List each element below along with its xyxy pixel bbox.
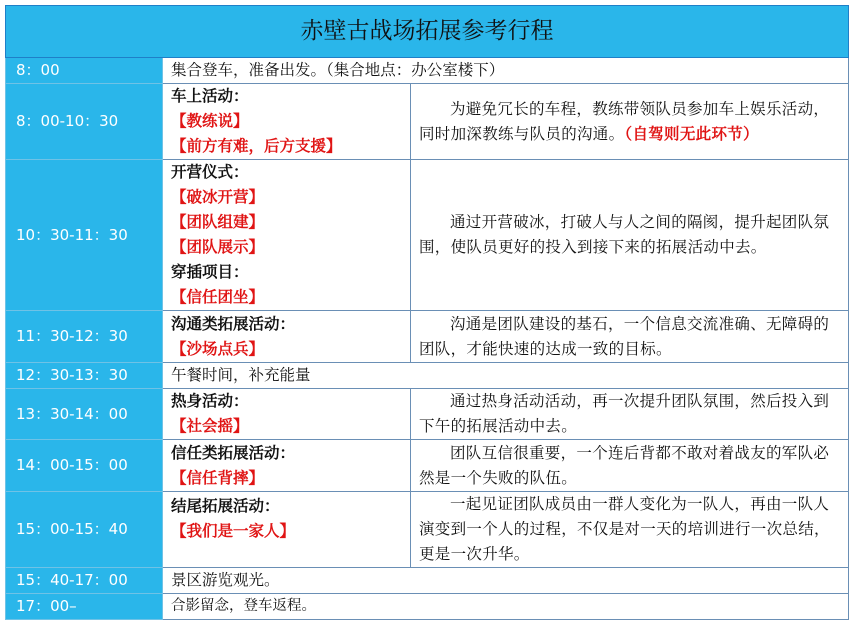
activity-heading: 穿插项目： [171,263,249,281]
time-cell: 15：00-15：40 [6,492,163,568]
activity-cell [163,389,411,440]
activity-cell [163,160,411,311]
description-cell: 团队互信很重要，一个连后背都不敢对着战友的军队必然是一个失败的队伍。 [411,440,849,492]
schedule-text: 合影留念，登车返程。 [163,594,849,620]
description-cell: 沟通是团队建设的基石，一个信息交流准确、无障碍的团队，才能快速的达成一致的目标。 [411,311,849,363]
activity-item: 【社会摇】 [171,417,249,435]
activity-item: 【我们是一家人】 [171,522,296,540]
time-cell: 17：00– [6,594,163,620]
schedule-text: 集合登车，准备出发。（集合地点：办公室楼下） [163,58,849,84]
activity-heading: 沟通类拓展活动： [171,314,296,333]
activity-heading: 开营仪式： [171,163,249,181]
description-cell [411,84,849,160]
activity-item: 【团队组建】 [171,213,265,231]
activity-heading: 热身活动： [171,392,249,410]
time-cell: 10：30-11：30 [6,160,163,311]
time-cell: 8：00 [6,58,163,84]
description-cell: 一起见证团队成员由一群人变化为一队人，再由一队人演变到一个人的过程，不仅是对一天的培训进行一次总结，更是一次升华。 [411,492,849,568]
description-cell: 通过热身活动活动，再一次提升团队氛围，然后投入到下午的拓展活动中去。 [411,389,849,440]
description-cell: 通过开营破冰，打破人与人之间的隔阂，提升起团队氛围，使队员更好的投入到接下来的拓展活动中去。 [411,160,849,311]
schedule-text: 午餐时间，补充能量 [163,363,849,389]
time-cell: 15：40-17：00 [6,568,163,594]
time-cell: 8：00-10：30 [6,84,163,160]
time-cell: 13：30-14：00 [6,389,163,440]
activity-item: 【破冰开营】 [171,188,265,206]
activity-heading: 信任类拓展活动： [171,443,296,462]
activity-cell [163,311,411,363]
activity-item: 【信任背摔】 [171,468,265,487]
activity-item: 【沙场点兵】 [171,339,265,358]
time-cell: 14：00-15：00 [6,440,163,492]
description-text: 为避免冗长的车程，教练带领队员参加车上娱乐活动，同时加深教练与队员的沟通。 [419,99,830,143]
itinerary-table [5,5,849,620]
activity-heading: 车上活动： [171,87,249,105]
activity-heading: 结尾拓展活动： [171,497,280,515]
activity-item: 【教练说】 [171,112,249,130]
schedule-text: 景区游览观光。 [163,568,849,594]
time-cell: 11：30-12：30 [6,311,163,363]
activity-item: 【团队展示】 [171,238,265,256]
page-title: 赤壁古战场拓展参考行程 [6,6,849,58]
description-note: （自驾则无此环节） [624,124,759,143]
time-cell: 12：30-13：30 [6,363,163,389]
activity-cell [163,492,411,568]
activity-item: 【前方有难，后方支援】 [171,137,342,155]
activity-cell [163,84,411,160]
activity-item: 【信任团坐】 [171,288,265,306]
activity-cell [163,440,411,492]
